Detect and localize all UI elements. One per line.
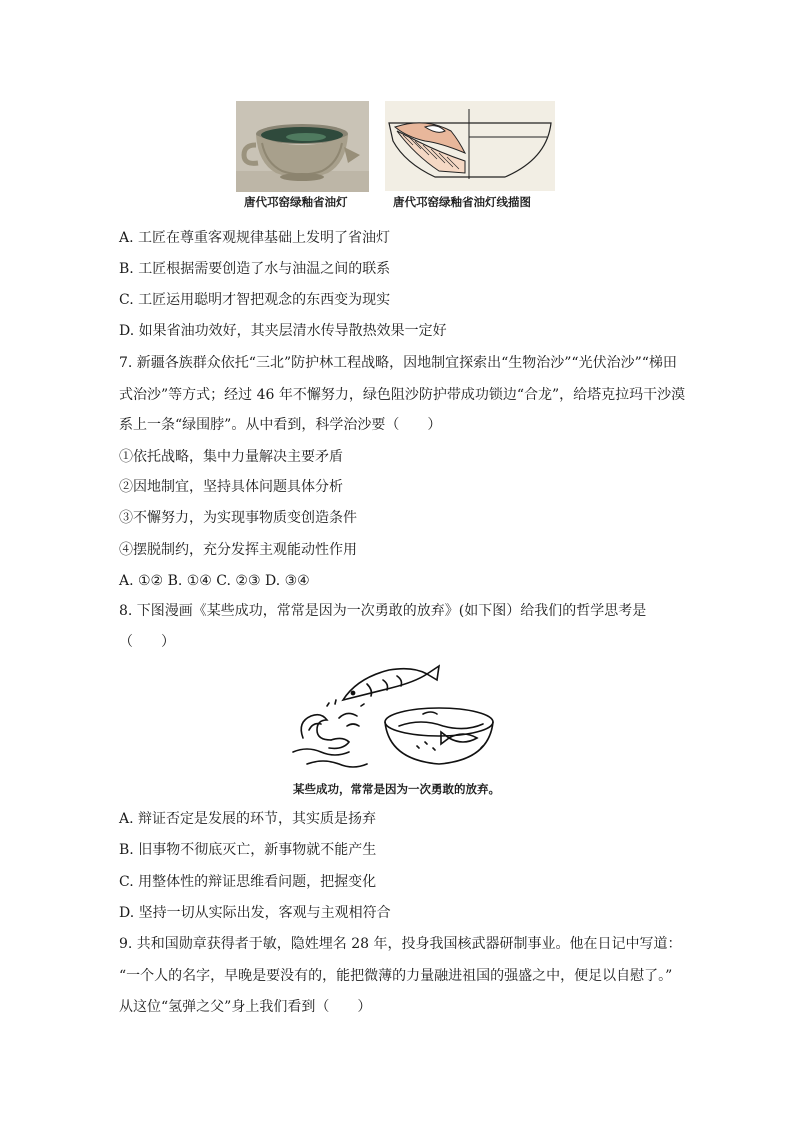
q6-option-d: D. 如果省油功效好，其夹层清水传导散热效果一定好 [119,323,447,339]
cartoon-image [287,660,509,778]
lamp-drawing-caption: 唐代邛窑绿釉省油灯线描图 [393,195,531,209]
q8-option-b: B. 旧事物不彻底灭亡，新事物就不能产生 [119,842,377,858]
q7-statement-2: ②因地制宜，坚持具体问题具体分析 [119,479,343,495]
lamp-photo-caption: 唐代邛窑绿釉省油灯 [244,195,348,209]
q6-option-b: B. 工匠根据需要创造了水与油温之间的联系 [119,261,391,277]
q9-stem-line-2: “一个人的名字，早晚是要没有的，能把微薄的力量融进祖国的强盛之中，便足以自慰了。” [119,968,673,984]
q8-stem-line-2: （ ） [119,634,175,650]
lamp-photo-image [236,101,369,192]
q7-stem-line-1: 7. 新疆各族群众依托“三北”防护林工程战略，因地制宜探索出“生物治沙”“光伏治沙”“梯田 [119,355,677,371]
q9-stem-line-3: 从这位“氢弹之父”身上我们看到（ ） [119,999,372,1015]
q8-option-d: D. 坚持一切从实际出发，客观与主观相符合 [119,905,391,921]
lamp-line-drawing [385,101,555,191]
cartoon-fish-bowl [287,660,509,778]
q9-stem-line-1: 9. 共和国勋章获得者于敏，隐姓埋名 28 年，投身我国核武器研制事业。他在日记中写道： [119,936,682,952]
cartoon-caption: 某些成功，常常是因为一次勇敢的放弃。 [293,782,500,796]
q7-choices: A. ①② B. ①④ C. ②③ D. ③④ [119,573,310,589]
q7-stem-line-2: 式治沙”等方式；经过 46 年不懈努力，绿色阻沙防护带成功锁边“合龙”，给塔克拉玛干沙漠 [119,387,686,403]
q6-option-c: C. 工匠运用聪明才智把观念的东西变为现实 [119,292,391,308]
lamp-photo [236,101,369,192]
lamp-line-drawing-image [385,101,555,191]
q7-statement-3: ③不懈努力，为实现事物质变创造条件 [119,510,357,526]
q8-option-c: C. 用整体性的辩证思维看问题，把握变化 [119,874,377,890]
q7-stem-line-3: 系上一条“绿围脖”。从中看到，科学治沙要（ ） [119,417,442,433]
q7-statement-1: ①依托战略，集中力量解决主要矛盾 [119,449,343,465]
q7-statement-4: ④摆脱制约，充分发挥主观能动性作用 [119,542,357,558]
q8-option-a: A. 辩证否定是发展的环节，其实质是扬弃 [119,811,377,827]
q8-stem-line-1: 8. 下图漫画《某些成功，常常是因为一次勇敢的放弃》(如下图）给我们的哲学思考是 [119,603,647,619]
q6-option-a: A. 工匠在尊重客观规律基础上发明了省油灯 [119,230,391,246]
